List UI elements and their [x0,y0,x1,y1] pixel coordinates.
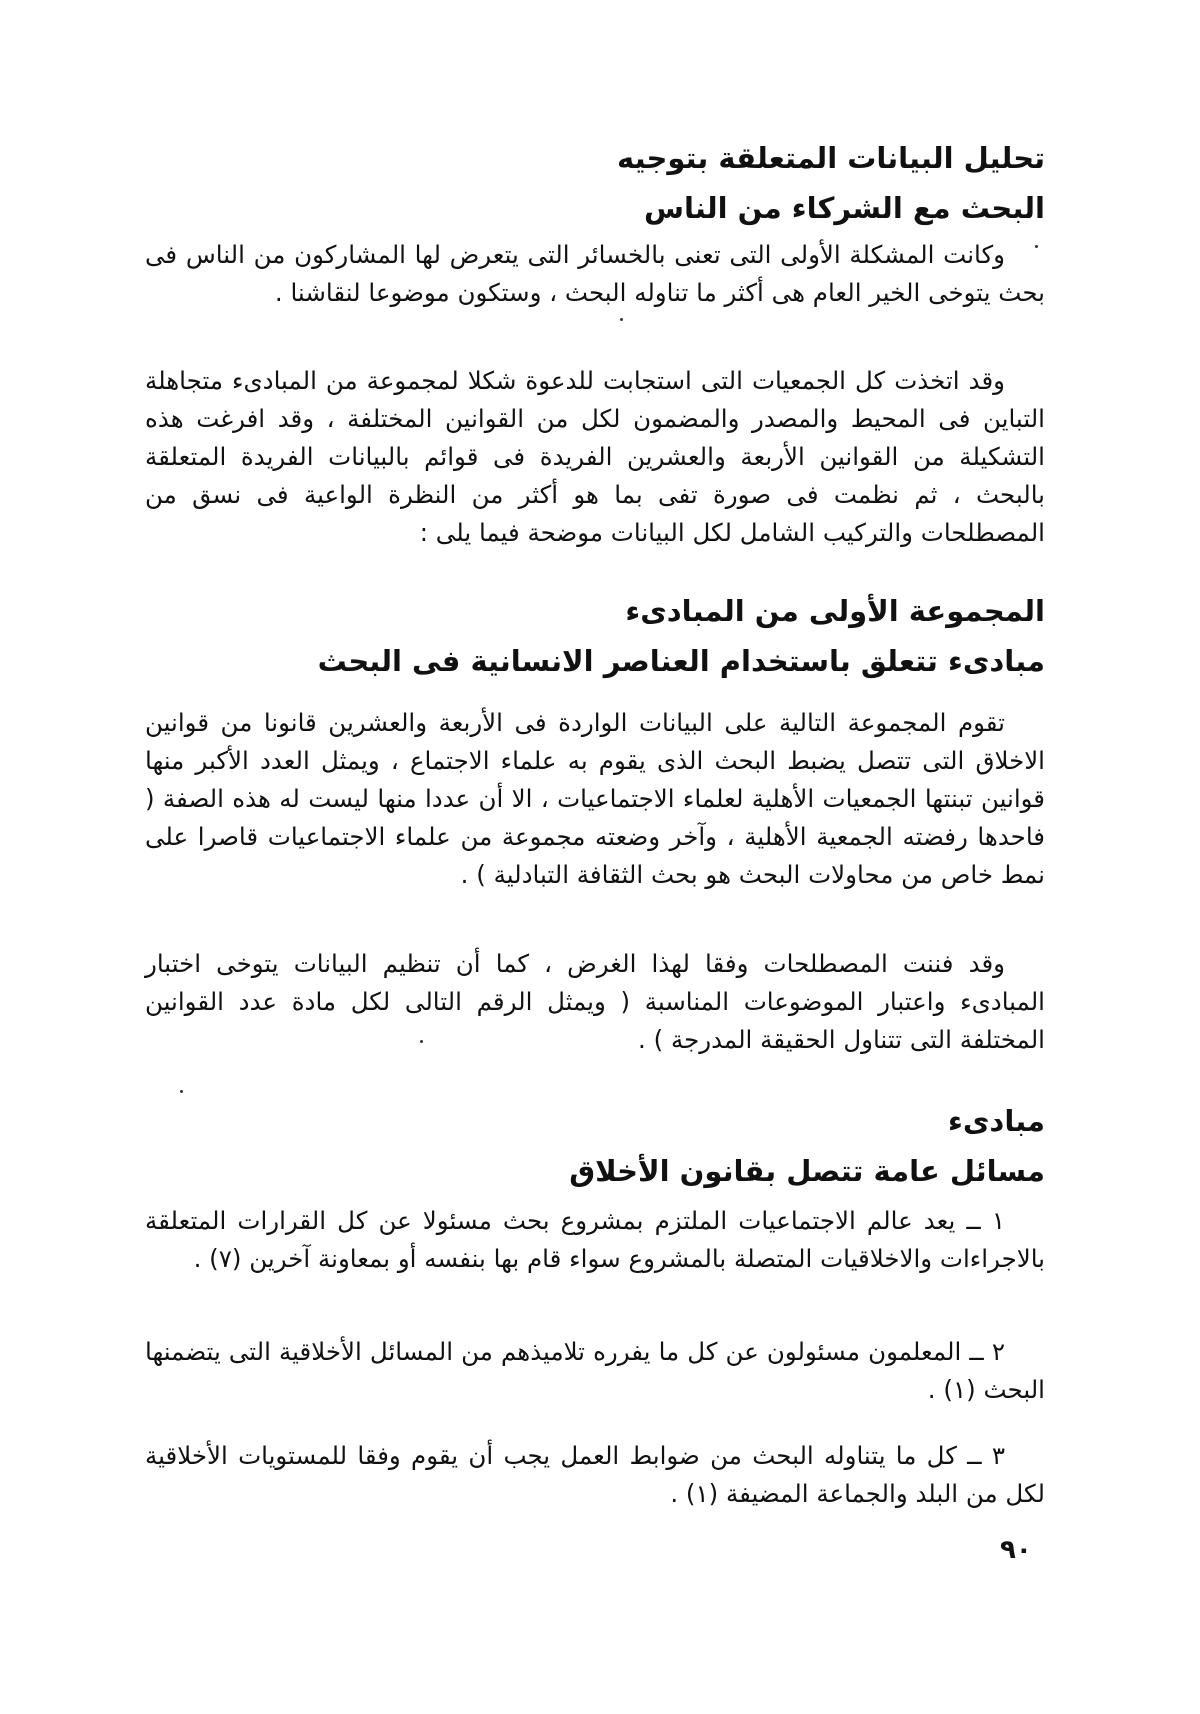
section2-paragraph-1: تقوم المجموعة التالية على البيانات الواردة فى الأربعة والعشرين قانونا من قوانين الاخلاق التى تتصل يضبط البحث الذى يقوم به علماء الاجتماع ، ويمثل العدد الأكبر منها قوانين تبنتها الجمعيات الأهلية لعلماء الاجتماعيات ، الا أن عددا منها ليست له هذه الصفة ( فاحدها رفضته الجمعية الأهلية ، وآخر وضعته مجموعة من علماء الاجتماعيات قاصرا على نمط خاص من محاولات البحث هو بحث الثقافة التبادلية ) . [145,708,1045,889]
intro-paragraph-1: وكانت المشكلة الأولى التى تعنى بالخسائر التى يتعرض لها المشاركون من الناس فى بحث يتوخى الخير العام هى أكثر ما تناوله البحث ، وستكون موضوعا لنقاشنا . [145,240,1045,307]
section2-heading-line1: المجموعة الأولى من المبادىء [625,594,1045,628]
section2-heading [145,586,1045,686]
intro-paragraph-2: وقد اتخذت كل الجمعيات التى استجابت للدعوة شكلا لمجموعة من المبادىء متجاهلة التباين فى المحيط والمصدر والمضمون لكل من القوانين المختلفة ، وقد افرغت هذه التشكيلة من القوانين الأربعة والعشرين الفريدة فى قوائم بالبيانات الفريدة المتعلقة بالبحث ، ثم نظمت فى صورة تفى بما هو أكثر من النظرة الواعية فى نسق من المصطلحات والتركيب الشامل لكل البيانات موضحة فيما يلى : [145,366,1045,547]
scan-speck [180,1090,183,1093]
section1-heading [145,133,1045,233]
section2-paragraph-2: وقد فننت المصطلحات وفقا لهذا الغرض ، كما أن تنظيم البيانات يتوخى اختبار المبادىء واعتبار الموضوعات المناسبة ( ويمثل الرقم التالى لكل مادة عدد القوانين المختلفة التى تتناول الحقيقة المدرجة ) . [145,949,1045,1054]
intro-paragraph-1-block [145,236,1045,312]
principle-1-block [145,1202,1045,1278]
section2-paragraph-1-block [145,704,1045,894]
principle-item-1: ١ ــ يعد عالم الاجتماعيات الملتزم بمشروع بحث مسئولا عن كل القرارات المتعلقة بالاجراءات والاخلاقيات المتصلة بالمشروع سواء قام بها بنفسه أو بمعاونة آخرين (٧) . [145,1206,1045,1273]
page-number: ٩٠ [1000,1535,1032,1565]
principle-item-3: ٣ ــ كل ما يتناوله البحث من ضوابط العمل يجب أن يقوم وفقا للمستويات الأخلاقية لكل من البلد والجماعة المضيفة (١) . [145,1441,1045,1508]
principle-3-block [145,1437,1045,1513]
section2-heading-line2: مبادىء تتعلق باستخدام العناصر الانسانية فى البحث [317,644,1045,678]
section1-heading-line2: البحث مع الشركاء من الناس [643,191,1045,225]
section3-heading-line1: مبادىء [948,1104,1045,1138]
principle-item-2: ٢ ــ المعلمون مسئولون عن كل ما يفرره تلاميذهم من المسائل الأخلاقية التى يتضمنها البحث (١) . [145,1337,1045,1404]
scan-speck [420,1040,423,1043]
scan-speck [620,318,623,321]
principle-2-block [145,1333,1045,1409]
scan-speck [1035,245,1038,248]
intro-paragraph-2-block [145,362,1045,552]
section3-heading [145,1096,1045,1196]
section2-paragraph-2-block [145,945,1045,1059]
section1-heading-line1: تحليل البيانات المتعلقة بتوجيه [617,141,1045,175]
section3-heading-line2: مسائل عامة تتصل بقانون الأخلاق [569,1154,1045,1188]
